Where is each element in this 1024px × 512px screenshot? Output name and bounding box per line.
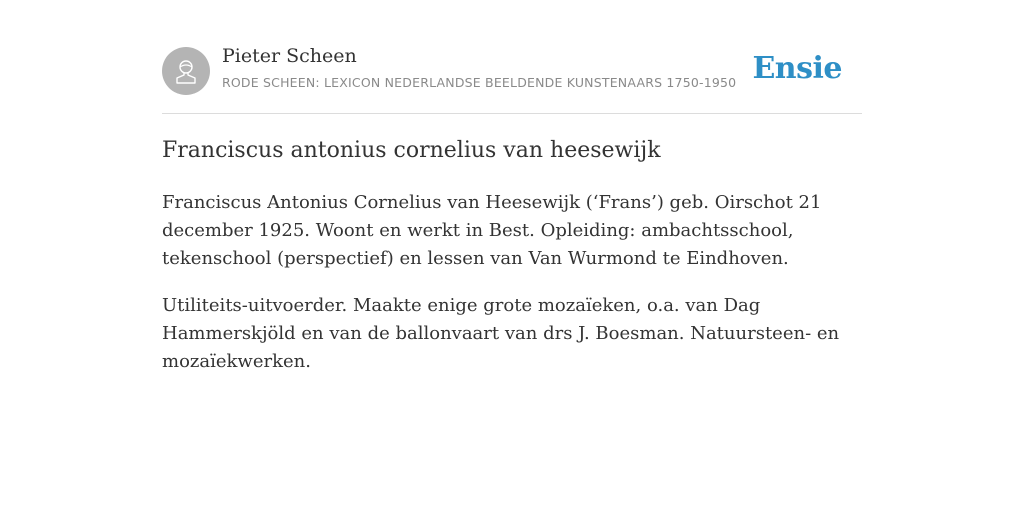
article-card bbox=[162, 0, 862, 372]
article-paragraph: Utiliteits-uitvoerder. Maakte enige grote mozaïeken, o.a. van Dag Hammerskjöld en van de ballonvaart van drs J. Boesman. Natuursteen- en mozaïekwerken. bbox=[162, 295, 840, 372]
user-icon bbox=[171, 56, 201, 86]
article-title: Franciscus antonius cornelius van heesewijk bbox=[162, 138, 661, 163]
source-label[interactable]: RODE SCHEEN: LEXICON NEDERLANDSE BEELDENDE KUNSTENAARS 1750-1950 bbox=[222, 75, 737, 90]
avatar[interactable] bbox=[162, 47, 210, 95]
article-paragraph: Franciscus Antonius Cornelius van Heesewijk (‘Frans’) geb. Oirschot 21 december 1925. Woont en werkt in Best. Opleiding: ambachtsschool, tekenschool (perspectief) en lessen van Van Wurmond te Eindhoven. bbox=[162, 192, 822, 269]
ensie-logo[interactable]: Ensie bbox=[752, 51, 842, 86]
article-header bbox=[162, 0, 862, 114]
article-body bbox=[162, 189, 862, 395]
author-name[interactable]: Pieter Scheen bbox=[222, 45, 357, 67]
